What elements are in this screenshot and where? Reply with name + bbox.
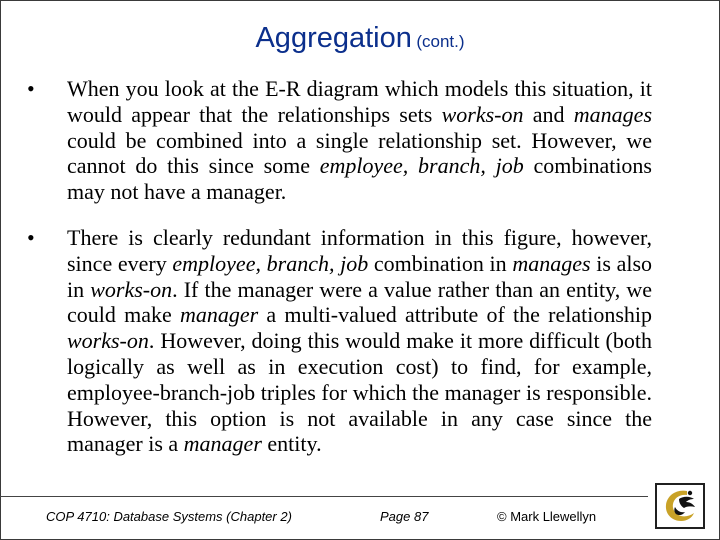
text-run: is also in <box>67 250 653 302</box>
title-subtitle: (cont.) <box>416 32 465 51</box>
emphasis-term: manages <box>512 250 591 276</box>
emphasis-term: manages <box>573 101 653 127</box>
text-run: entity. <box>261 431 322 457</box>
pegasus-logo-icon <box>655 483 705 529</box>
emphasis-term: employee, branch, job <box>319 153 524 179</box>
title-main: Aggregation <box>255 22 412 54</box>
logo-graphic <box>657 485 703 527</box>
emphasis-term: works-on <box>67 328 149 354</box>
emphasis-term: manager <box>183 431 262 457</box>
text-run: When you look at the E-R diagram which models this situation, it would appear that the relationships sets <box>67 76 652 127</box>
bullet-text-1 <box>67 76 652 205</box>
text-run: a multi-valued attribute of the relationship <box>258 302 652 328</box>
text-run: combination in <box>368 250 513 276</box>
slide-title <box>0 22 720 55</box>
text-run: . However, doing this would make it more difficult (both logically as well as in execution cost) to find, for example, employee-branch-job triples for which the manager is responsible. However, this option is not available in any case since the manager is a <box>67 328 652 457</box>
emphasis-term: employee, branch, job <box>172 250 369 276</box>
footer-copyright: © Mark Llewellyn <box>497 509 597 524</box>
emphasis-term: works-on <box>90 276 173 302</box>
text-run: There is clearly redundant information in this figure, however, since every <box>67 225 652 276</box>
bullet-marker: • <box>27 225 35 250</box>
text-run: and <box>523 101 574 127</box>
text-run: . If the manager were a value rather than an entity, we could make <box>67 276 652 328</box>
footer-bar <box>0 496 648 535</box>
text-run: could be combined into a single relationship set. However, we cannot do this since some <box>67 127 652 179</box>
emphasis-term: manager <box>179 302 259 328</box>
bullet-marker: • <box>27 76 35 101</box>
text-run: combinations may not have a manager. <box>67 153 652 205</box>
bullet-text-2 <box>67 225 652 457</box>
footer-course-label: COP 4710: Database Systems (Chapter 2) <box>46 509 292 524</box>
emphasis-term: works-on <box>441 101 524 127</box>
footer-page-number: Page 87 <box>380 509 429 524</box>
